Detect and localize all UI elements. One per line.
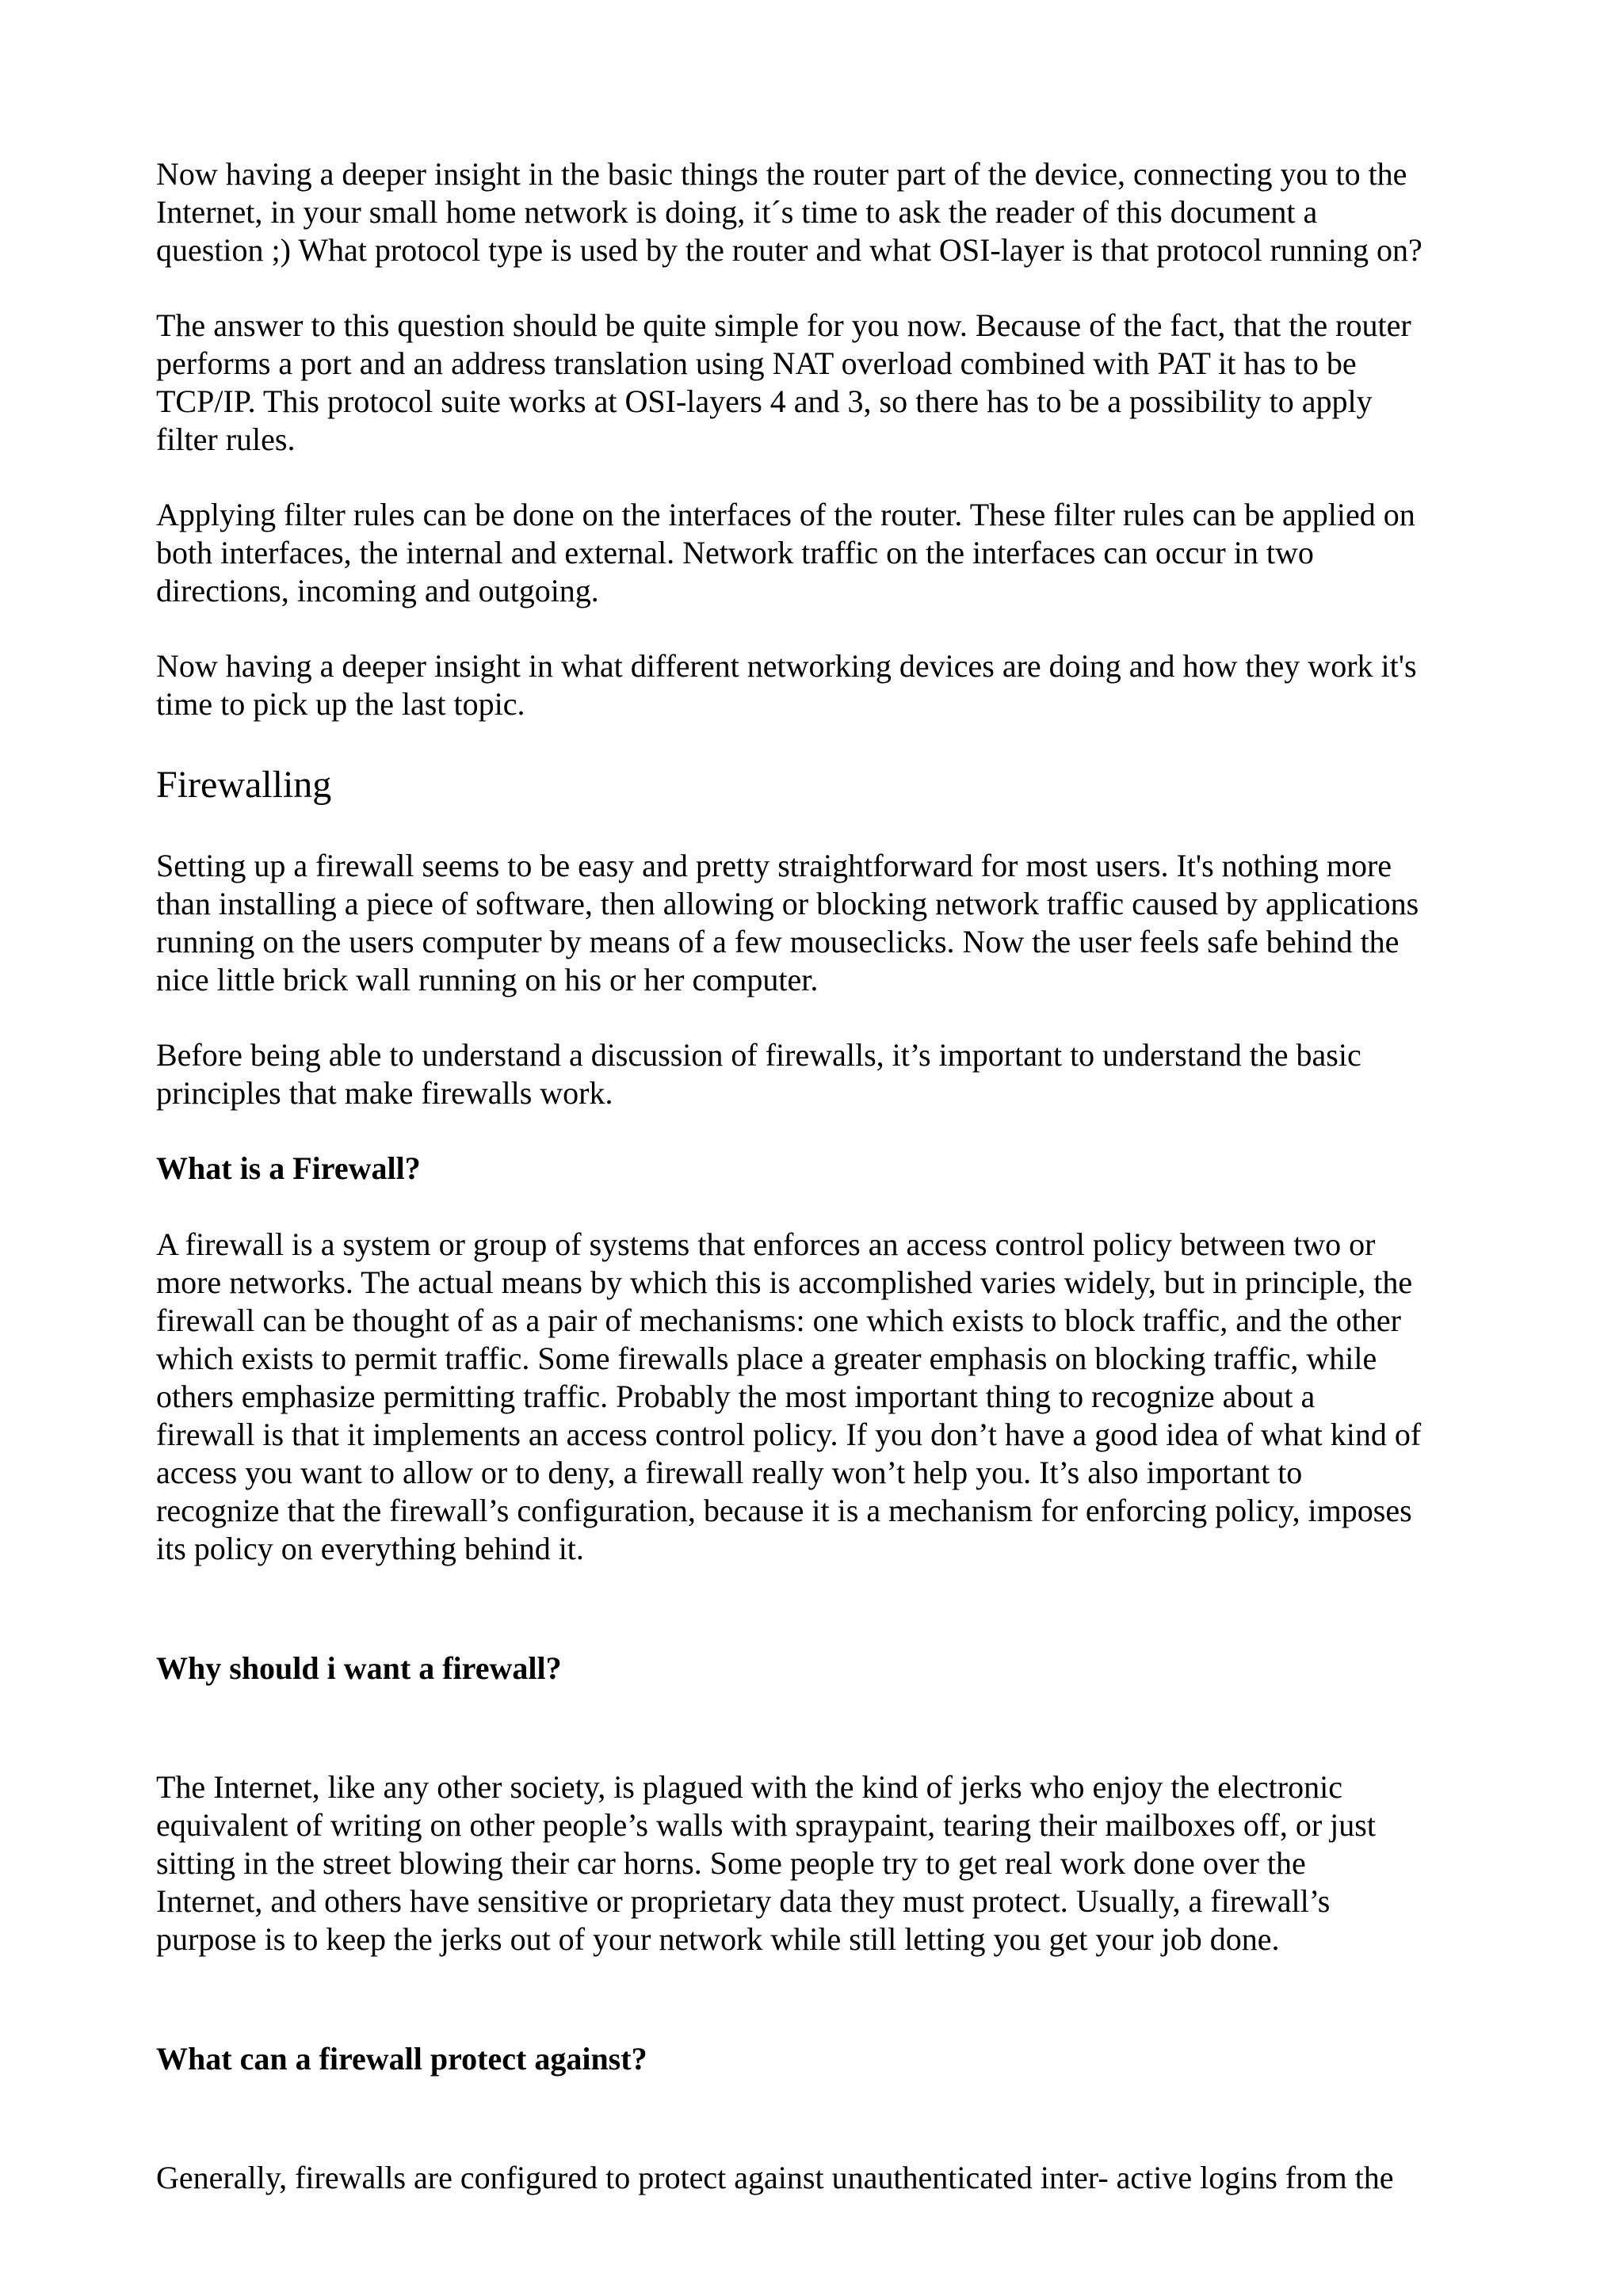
paragraph-generally: Generally, firewalls are configured to protect against unauthenticated inter- active logins from the [156, 2160, 1394, 2195]
paragraph-setting-up: Setting up a firewall seems to be easy and pretty straightforward for most users. It's nothing more than installing a piece of software, then allowing or blocking network traffic caused by applications running on the users computer by means of a few mouseclicks. Now the user feels safe behind the nice little brick wall running on his or her computer. [156, 848, 1419, 997]
heading-protect-against: What can a firewall protect against? [156, 2041, 647, 2077]
paragraph-answer: The answer to this question should be quite simple for you now. Because of the fact, that the router performs a port and an address translation using NAT overload combined with PAT it has to be TCP/IP. This protocol suite works at OSI-layers 4 and 3, so there has to be a possibility to apply filter rules. [156, 307, 1411, 457]
heading-what-is-firewall: What is a Firewall? [156, 1150, 421, 1186]
paragraph-principles: Before being able to understand a discussion of firewalls, it’s important to understand the basic principles that make firewalls work. [156, 1037, 1361, 1111]
paragraph-filter-rules: Applying filter rules can be done on the interfaces of the router. These filter rules can be applied on both interfaces, the internal and external. Network traffic on the interfaces can occur in two directions, incoming and outgoing. [156, 497, 1415, 608]
paragraph-internet-jerks: The Internet, like any other society, is plagued with the kind of jerks who enjoy the electronic equivalent of writing on other people’s walls with spraypaint, tearing their mailboxes off, or just sitting in the street blowing their car horns. Some people try to get real work done over the Internet, and others have sensitive or proprietary data they must protect. Usually, a firewall’s purpose is to keep the jerks out of your network while still letting you get your job done. [156, 1769, 1376, 1957]
paragraph-router-question: Now having a deeper insight in the basic things the router part of the device, connecting you to the Internet, in your small home network is doing, it´s time to ask the reader of this document a question ;) What protocol type is used by the router and what OSI-layer is that protocol running on? [156, 156, 1423, 268]
document-page [156, 155, 1487, 2197]
paragraph-firewall-definition: A firewall is a system or group of systems that enforces an access control policy between two or more networks. The actual means by which this is accomplished varies widely, but in principle, the firewall can be thought of as a pair of mechanisms: one which exists to block traffic, and the other which exists to permit traffic. Some firewalls place a greater emphasis on blocking traffic, while others emphasize permitting traffic. Probably the most important thing to recognize about a firewall is that it implements an access control policy. If you don’t have a good idea of what kind of access you want to allow or to deny, a firewall really won’t help you. It’s also important to recognize that the firewall’s configuration, because it is a mechanism for enforcing policy, imposes its policy on everything behind it. [156, 1226, 1422, 1566]
paragraph-last-topic: Now having a deeper insight in what different networking devices are doing and how they work it's time to pick up the last topic. [156, 648, 1417, 722]
heading-why-firewall: Why should i want a firewall? [156, 1650, 562, 1686]
heading-firewalling: Firewalling [156, 764, 332, 806]
